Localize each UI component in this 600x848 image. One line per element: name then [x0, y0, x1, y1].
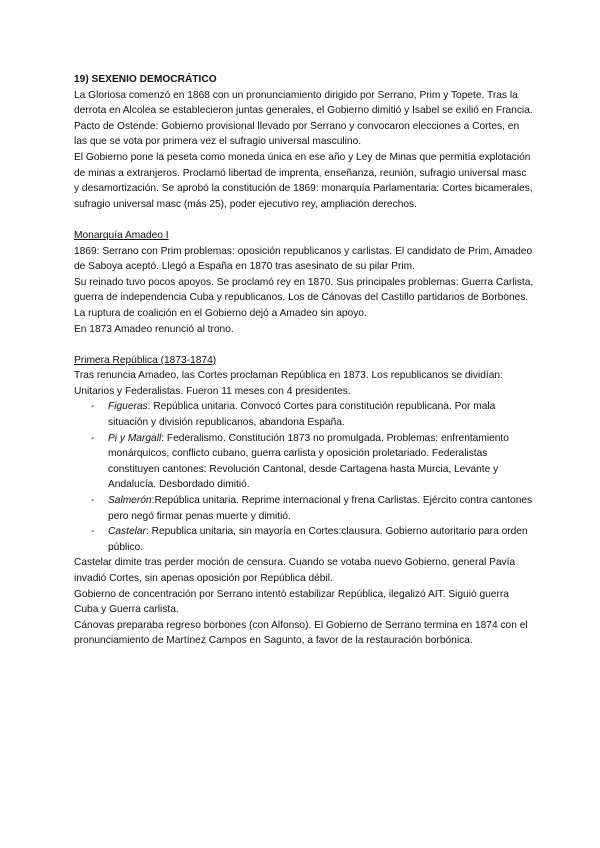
- name-separator: :: [151, 495, 155, 507]
- republica-intro: Tras renuncia Amadeo, las Cortes proclaman República en 1873. Los republicanos se dividían: Unitarios y Federalistas. Fueron 11 meses con 4 presidentes.: [74, 370, 503, 397]
- closing-paragraph-3: Cánovas preparaba regreso borbones (con Alfonso). El Gobierno de Serrano termina en 1874 con el pronunciamiento de Martínez Campos en Sagunto, a favor de la restauración borbónica.: [74, 619, 528, 647]
- dash-bullet: -: [91, 401, 95, 413]
- section-title: 19) SEXENIO DEMOCRÁTICO: [74, 74, 217, 85]
- spacer: [74, 212, 534, 228]
- dash-bullet: -: [91, 432, 95, 444]
- president-text: Federalismo. Constitución 1873 no promulgada. Problemas: enfrentamiento monárquicos, conflicto cubano, guerra carlista y oposición proletariado. Federalistas constituyen cantones: Revolución Cantonal, desde Cartagena hasta Murcia, Levante y Andalucía. Desbordado dimitió.: [108, 432, 509, 491]
- dash-bullet: -: [91, 526, 95, 538]
- president-text: Republica unitaria, sin mayoría en Cortes:clausura. Gobierno autoritario para orden público.: [108, 526, 528, 553]
- closing-paragraph-1: Castelar dimite tras perder moción de censura. Cuando se votaba nuevo Gobierno, general Pavía invadió Cortes, sin apenas oposición por República débil.: [74, 557, 516, 584]
- president-text: República unitaria. Reprime internacional y frena Carlistas. Ejército contra cantones pero negó firmar penas muerte y dimitió.: [108, 495, 533, 522]
- amadeo-paragraph-2: Su reinado tuvo pocos apoyos. Se proclamó rey en 1870. Sus principales problemas: Guerra Carlista, guerra de independencia Cuba y republicanos. Los de Cánovas del Castillo partidarios de Borbones. La ruptura de coalición en el Gobierno dejó a Amadeo sin apoyo.: [74, 276, 534, 319]
- president-name: Castelar: [108, 526, 146, 538]
- president-text: República unitaria. Convocó Cortes para constitución republicana. Por mala situación y división republicanos, abandona España.: [108, 401, 496, 429]
- intro-paragraph-3: El Gobierno pone la peseta como moneda única en ese año y Ley de Minas que permitía explotación de minas a extranjeros. Proclamó libertad de imprenta, enseñanza, reunión, sufragio universal masc y desamortización. Se aprobó la constitución de 1869: monarquía Parlamentaria: Cortes bicamerales, sufragio universal masc (más 25), poder ejecutivo rey, ampliación derechos.: [74, 151, 533, 210]
- intro-paragraph-2: Pacto de Ostende: Gobierno provisional llevado por Serrano y convocaron elecciones a Cortes, en las que se vota por primera vez el sufragio universal masculino.: [74, 120, 520, 148]
- amadeo-paragraph-3: En 1873 Amadeo renunció al trono.: [74, 323, 234, 335]
- name-separator: :: [161, 432, 165, 444]
- list-item: [74, 399, 534, 430]
- list-item: [74, 431, 534, 493]
- intro-paragraph-1: La Gloriosa comenzó en 1868 con un pronunciamiento dirigido por Serrano, Prim y Topete. Tras la derrota en Alcolea se establecieron juntas generales, el Gobierno dimitió y Isabel se exilió en Francia.: [74, 89, 533, 117]
- closing-paragraph-2: Gobierno de concentración por Serrano intentó estabilizar República, ilegalizó AIT. Siguió guerra Cuba y Guerra carlista.: [74, 588, 509, 616]
- spacer: [74, 337, 534, 353]
- republica-heading: Primera República (1873-1874): [74, 354, 217, 366]
- amadeo-heading: Monarquía Amadeo I: [74, 229, 169, 241]
- list-item: [74, 524, 534, 555]
- name-separator: :: [147, 401, 151, 413]
- name-separator: :: [145, 526, 149, 538]
- amadeo-paragraph-1: 1869: Serrano con Prim problemas: oposición republicanos y carlistas. El candidato de Prim, Amadeo de Saboya aceptó. Llegó a España en 1870 tras asesinato de su pilar Prim.: [74, 245, 533, 273]
- dash-bullet: -: [91, 495, 95, 507]
- president-name: Pi y Margall: [108, 432, 162, 444]
- presidents-list: [74, 399, 534, 555]
- president-name: Figueras: [108, 401, 148, 413]
- list-item: [74, 493, 534, 524]
- document-page: [74, 72, 534, 649]
- president-name: Salmerón: [108, 495, 152, 507]
